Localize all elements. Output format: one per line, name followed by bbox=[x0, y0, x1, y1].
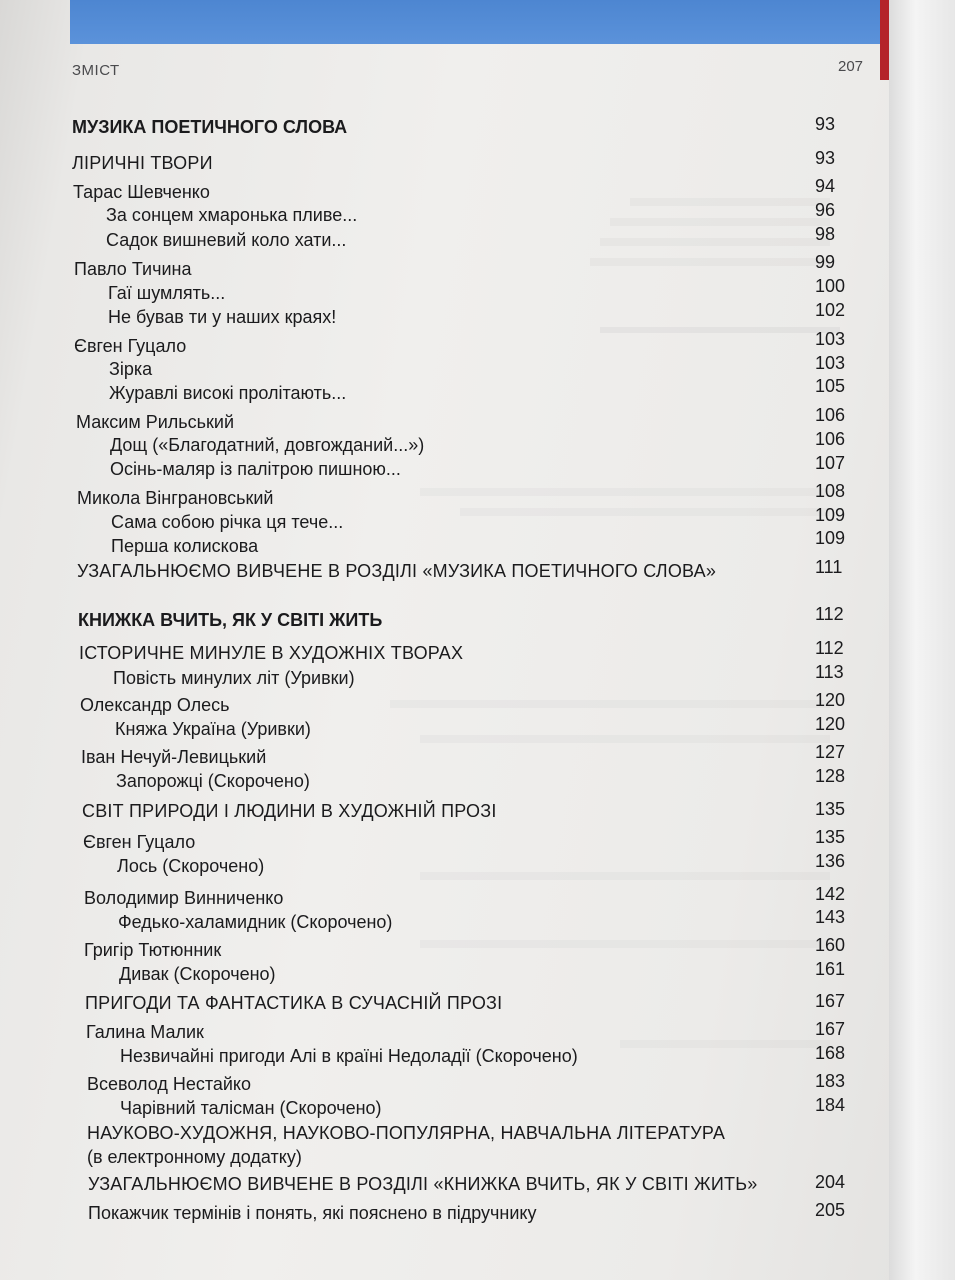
toc-author: Володимир Винниченко bbox=[84, 888, 284, 908]
toc-page-number: 161 bbox=[815, 959, 846, 979]
toc-author: Павло Тичина bbox=[74, 259, 192, 279]
running-header-title: ЗМІСТ bbox=[72, 62, 120, 79]
toc-page-number: 98 bbox=[815, 224, 836, 244]
toc-work-title: Незвичайні пригоди Алі в країні Недоладії (Скорочено) bbox=[120, 1046, 578, 1066]
toc-page-number: 160 bbox=[815, 935, 846, 955]
toc-page-number: 100 bbox=[815, 276, 846, 296]
toc-work-title: Лось (Скорочено) bbox=[117, 856, 265, 876]
toc-page-number: 112 bbox=[815, 638, 844, 658]
toc-page-number: 204 bbox=[815, 1172, 846, 1192]
toc-author: Євген Гуцало bbox=[74, 336, 187, 356]
toc-work-title: Сама собою річка ця тече... bbox=[111, 512, 344, 532]
toc-page-number: 109 bbox=[815, 505, 846, 525]
toc-entry: Покажчик термінів і понять, які пояснено в підручнику bbox=[88, 1203, 537, 1223]
toc-page-number: 136 bbox=[815, 851, 846, 871]
toc-work-title: Перша колискова bbox=[111, 536, 259, 556]
toc-page-number: 103 bbox=[815, 329, 846, 349]
toc-author: Григір Тютюнник bbox=[84, 940, 222, 960]
toc-work-title: За сонцем хмаронька пливе... bbox=[106, 205, 358, 225]
toc-author: Іван Нечуй-Левицький bbox=[81, 747, 267, 767]
toc-page-number: 96 bbox=[815, 200, 836, 220]
toc-page-number: 102 bbox=[815, 300, 846, 320]
toc-author: Максим Рильський bbox=[76, 412, 235, 432]
toc-work-title: Повість минулих літ (Уривки) bbox=[113, 668, 355, 688]
toc-work-title: Зірка bbox=[109, 359, 153, 379]
toc-page-number: 128 bbox=[815, 766, 846, 786]
toc-work-title: Гаї шумлять... bbox=[108, 283, 226, 303]
toc-page-number: 103 bbox=[815, 353, 846, 373]
toc-work-title: Не бував ти у наших краях! bbox=[108, 307, 337, 327]
toc-page-number: 93 bbox=[815, 114, 836, 134]
toc-page-number: 99 bbox=[815, 252, 836, 272]
toc-page-number: 143 bbox=[815, 907, 846, 927]
toc-work-title: Журавлі високі пролітають... bbox=[109, 383, 347, 403]
toc-author: Микола Вінграновський bbox=[77, 488, 274, 508]
toc-work-title: Дивак (Скорочено) bbox=[119, 964, 276, 984]
toc-author: Євген Гуцало bbox=[83, 832, 196, 852]
toc-entry: (в електронному додатку) bbox=[87, 1147, 302, 1167]
toc-work-title: Федько-халамидник (Скорочено) bbox=[118, 912, 393, 932]
toc-topic-heading: НАУКОВО-ХУДОЖНЯ, НАУКОВО-ПОПУЛЯРНА, НАВЧАЛЬНА ЛІТЕРАТУРА bbox=[87, 1123, 726, 1143]
toc-page-number: 127 bbox=[815, 742, 846, 762]
toc-topic-heading: ЛІРИЧНІ ТВОРИ bbox=[72, 153, 213, 173]
toc-page-number: 113 bbox=[815, 662, 844, 682]
toc-topic-heading: ІСТОРИЧНЕ МИНУЛЕ В ХУДОЖНІХ ТВОРАХ bbox=[79, 643, 464, 663]
toc-page-number: 142 bbox=[815, 884, 846, 904]
toc-page-number: 105 bbox=[815, 376, 846, 396]
toc-page-number: 168 bbox=[815, 1043, 846, 1063]
page-edge bbox=[889, 0, 955, 1280]
toc-page-number: 167 bbox=[815, 991, 846, 1011]
toc-page-number: 120 bbox=[815, 714, 846, 734]
toc-page-number: 94 bbox=[815, 176, 836, 196]
toc-work-title: Чарівний талісман (Скорочено) bbox=[120, 1098, 382, 1118]
toc-page-number: 184 bbox=[815, 1095, 846, 1115]
toc-page-number: 167 bbox=[815, 1019, 846, 1039]
header-color-band bbox=[70, 0, 882, 44]
toc-page-number: 205 bbox=[815, 1200, 846, 1220]
toc-work-title: Садок вишневий коло хати... bbox=[106, 230, 347, 250]
toc-page-number: 106 bbox=[815, 429, 846, 449]
toc-author: Тарас Шевченко bbox=[73, 182, 210, 202]
toc-topic-heading: СВІТ ПРИРОДИ І ЛЮДИНИ В ХУДОЖНІЙ ПРОЗІ bbox=[82, 801, 497, 821]
toc-page-number: 135 bbox=[815, 827, 846, 847]
toc-page-number: 109 bbox=[815, 528, 846, 548]
toc-topic-heading: УЗАГАЛЬНЮЄМО ВИВЧЕНЕ В РОЗДІЛІ «КНИЖКА ВЧИТЬ, ЯК У СВІТІ ЖИТЬ» bbox=[88, 1174, 758, 1194]
toc-page-number: 93 bbox=[815, 148, 836, 168]
toc-topic-heading: УЗАГАЛЬНЮЄМО ВИВЧЕНЕ В РОЗДІЛІ «МУЗИКА ПОЕТИЧНОГО СЛОВА» bbox=[77, 561, 717, 581]
bookmark-strip bbox=[880, 0, 889, 80]
toc-author: Галина Малик bbox=[86, 1022, 204, 1042]
toc-page-number: 135 bbox=[815, 799, 846, 819]
toc-topic-heading: ПРИГОДИ ТА ФАНТАСТИКА В СУЧАСНІЙ ПРОЗІ bbox=[85, 993, 503, 1013]
toc-author: Олександр Олесь bbox=[80, 695, 230, 715]
toc-page-number: 120 bbox=[815, 690, 846, 710]
toc-page-number: 107 bbox=[815, 453, 846, 473]
toc-section-heading: КНИЖКА ВЧИТЬ, ЯК У СВІТІ ЖИТЬ bbox=[78, 610, 383, 630]
toc-page-number: 112 bbox=[815, 604, 844, 624]
toc-page-number: 111 bbox=[815, 557, 843, 577]
toc-author: Всеволод Нестайко bbox=[87, 1074, 252, 1094]
toc-work-title: Осінь-маляр із палітрою пишною... bbox=[110, 459, 401, 479]
toc-section-heading: МУЗИКА ПОЕТИЧНОГО СЛОВА bbox=[72, 117, 348, 137]
toc-work-title: Княжа Україна (Уривки) bbox=[115, 719, 311, 739]
running-header-page-number: 207 bbox=[838, 58, 864, 75]
toc-page-number: 183 bbox=[815, 1071, 846, 1091]
toc-work-title: Запорожці (Скорочено) bbox=[116, 771, 310, 791]
toc-page-number: 108 bbox=[815, 481, 846, 501]
toc-work-title: Дощ («Благодатний, довгожданий...») bbox=[110, 435, 425, 455]
toc-page-number: 106 bbox=[815, 405, 846, 425]
